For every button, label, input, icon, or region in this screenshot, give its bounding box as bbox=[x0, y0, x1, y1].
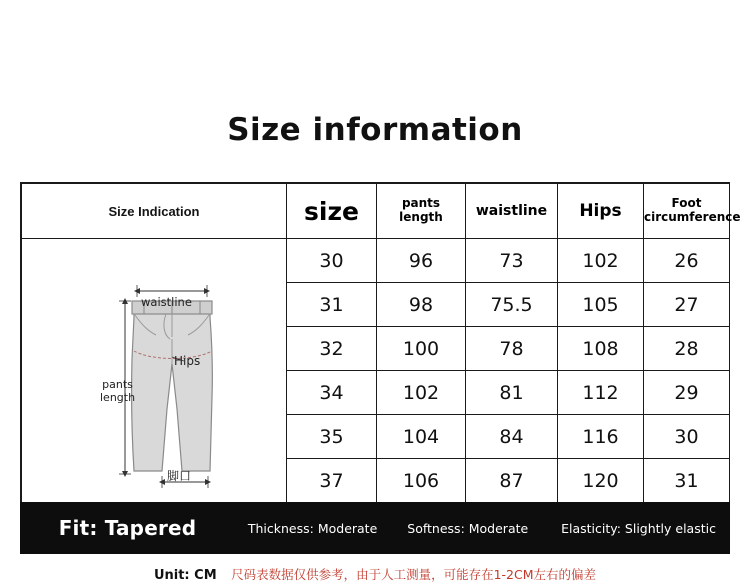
cell-size: 34 bbox=[287, 371, 377, 415]
cell-hips: 120 bbox=[558, 459, 644, 503]
header-size-indication: Size Indication bbox=[22, 184, 287, 239]
diagram-label-pants-length-line2: length bbox=[100, 390, 136, 404]
cell-waistline: 84 bbox=[466, 415, 558, 459]
diagram-label-pants-length bbox=[100, 379, 135, 404]
header-foot-circumference bbox=[644, 184, 741, 239]
cell-foot: 28 bbox=[644, 327, 730, 371]
cell-pants-length: 106 bbox=[377, 459, 466, 503]
cell-hips: 112 bbox=[558, 371, 644, 415]
cell-waistline: 81 bbox=[466, 371, 558, 415]
table-row bbox=[22, 239, 730, 283]
elasticity-label: Elasticity: Slightly elastic bbox=[561, 520, 716, 536]
size-table bbox=[21, 183, 741, 503]
header-foot-line2: circumference bbox=[644, 210, 741, 224]
cell-waistline: 87 bbox=[466, 459, 558, 503]
cell-waistline: 75.5 bbox=[466, 283, 558, 327]
cell-size: 37 bbox=[287, 459, 377, 503]
cell-size: 35 bbox=[287, 415, 377, 459]
cell-foot: 27 bbox=[644, 283, 730, 327]
size-table-container bbox=[20, 182, 741, 504]
cell-pants-length: 98 bbox=[377, 283, 466, 327]
table-header-row bbox=[22, 184, 730, 239]
cell-size: 31 bbox=[287, 283, 377, 327]
diagram-label-hips: Hips bbox=[174, 354, 201, 368]
diagram-label-pants-length-line1: pants bbox=[102, 378, 133, 391]
thickness-label: Thickness: Moderate bbox=[247, 520, 378, 536]
softness-label: Softness: Moderate bbox=[407, 520, 529, 536]
header-size: size bbox=[287, 184, 377, 239]
cell-pants-length: 102 bbox=[377, 371, 466, 415]
header-pants-length-line1: pants bbox=[401, 196, 441, 211]
cell-pants-length: 104 bbox=[377, 415, 466, 459]
diagram-label-waistline: waistline bbox=[141, 295, 192, 309]
pants-diagram bbox=[22, 239, 286, 502]
unit-label: Unit: CM bbox=[153, 568, 217, 583]
header-pants-length bbox=[377, 184, 466, 239]
diagram-label-foot: 脚口 bbox=[167, 469, 192, 483]
header-hips: Hips bbox=[558, 184, 644, 239]
measurement-disclaimer: 尺码表数据仅供参考，由于人工测量，可能存在1-2CM左右的偏差 bbox=[231, 567, 597, 582]
cell-hips: 102 bbox=[558, 239, 644, 283]
header-waistline: waistline bbox=[466, 184, 558, 239]
cell-pants-length: 96 bbox=[377, 239, 466, 283]
page-title: Size information bbox=[227, 112, 523, 148]
cell-waistline: 73 bbox=[466, 239, 558, 283]
header-pants-length-line2: length bbox=[399, 210, 443, 224]
cell-pants-length: 100 bbox=[377, 327, 466, 371]
cell-hips: 116 bbox=[558, 415, 644, 459]
cell-foot: 30 bbox=[644, 415, 730, 459]
attributes-bar bbox=[20, 502, 730, 554]
cell-waistline: 78 bbox=[466, 327, 558, 371]
cell-size: 30 bbox=[287, 239, 377, 283]
header-foot-line1: Foot bbox=[671, 196, 702, 211]
pants-diagram-cell bbox=[22, 239, 287, 503]
cell-size: 32 bbox=[287, 327, 377, 371]
cell-hips: 108 bbox=[558, 327, 644, 371]
pants-illustration-icon bbox=[22, 239, 287, 497]
cell-foot: 31 bbox=[644, 459, 730, 503]
fit-label: Fit: Tapered bbox=[58, 516, 197, 540]
cell-hips: 105 bbox=[558, 283, 644, 327]
unit-note-row bbox=[0, 565, 750, 584]
cell-foot: 29 bbox=[644, 371, 730, 415]
cell-foot: 26 bbox=[644, 239, 730, 283]
